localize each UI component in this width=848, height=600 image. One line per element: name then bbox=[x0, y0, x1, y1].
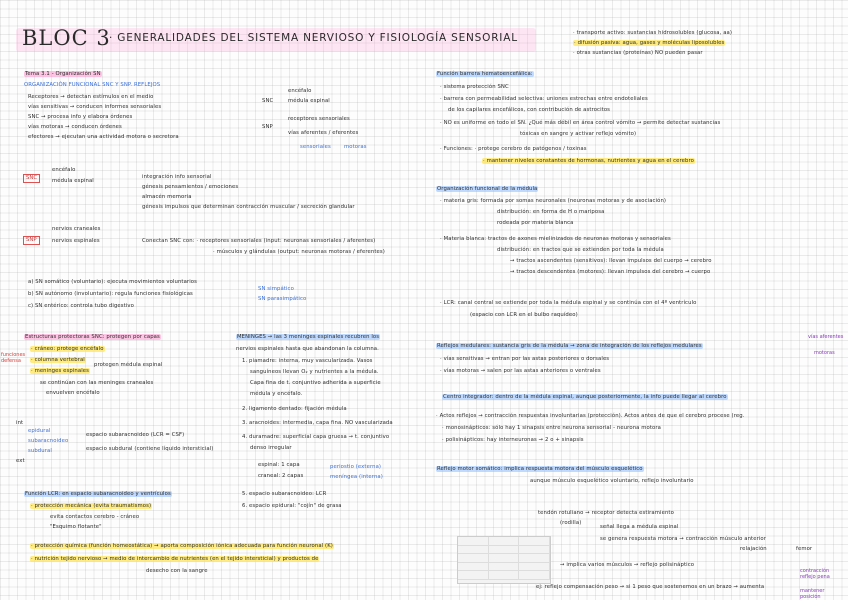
meninge-piamadre-b: sanguíneos llevan O₂ y nutrientes a la médula. bbox=[250, 369, 379, 375]
compensacion-peso: ej: reflejo compensación peso → si 1 peso que sostenemos en un brazo → aumenta bbox=[536, 584, 765, 590]
meninge-piamadre-d: médula y encéfalo. bbox=[250, 391, 303, 397]
barrera-3b: tóxicas en sangre y activar reflejo vómito) bbox=[520, 131, 637, 137]
senal-medula: señal llega a médula espinal bbox=[600, 524, 679, 530]
pasted-table-image bbox=[457, 536, 551, 584]
dura-periostio: periostio (externa) bbox=[330, 464, 382, 470]
top-right-line-2: · difusión pasiva: agua, gases y moléculas liposolubles bbox=[574, 40, 725, 46]
materia-gris-b: distribución: en forma de H o mariposa bbox=[497, 209, 605, 215]
reflejo-motor-2: aunque músculo esquelético voluntario, reflejo involuntario bbox=[530, 478, 694, 484]
sn-parasimpatico: SN parasimpático bbox=[258, 296, 307, 302]
respuesta-motora: se genera respuesta motora → contracción músculo anterior bbox=[600, 536, 767, 542]
tendon-rotuliano: tendón rotuliano → receptor detecta estiramiento bbox=[538, 510, 674, 516]
side-mantener: mantener posición bbox=[800, 588, 825, 600]
implica-varios: → implica varios músculos → reflejo polisináptico bbox=[560, 562, 695, 568]
lcr-canal: · LCR: canal central se extiende por toda la médula espinal y se continúa con el 4º ventrículo bbox=[440, 300, 697, 306]
est-meninges: · meninges espinales bbox=[31, 368, 89, 374]
left-line-5: efectores → ejecutan una actividad motora o secretora bbox=[28, 134, 179, 140]
femor: femor bbox=[796, 546, 813, 552]
espacio-subdural: espacio subdural (contiene líquido intersticial) bbox=[86, 446, 214, 452]
reflejos-title: Reflejos medulares: sustancia gris de la médula → zona de integración de los reflejos medulares bbox=[437, 343, 702, 349]
snc-item-4: génesis impulsos que determinan contracción muscular / secreción glandular bbox=[142, 204, 355, 210]
sn-enterico: c) SN entérico: controla tubo digestivo bbox=[28, 303, 134, 309]
materia-gris: · materia gris: formada por somas neuronales (neuronas motoras y de asociación) bbox=[440, 198, 667, 204]
est-continuan: se continúan con las meninges craneales bbox=[40, 380, 154, 386]
top-right-line-3: · otras sustancias (proteínas) NO pueden pasar bbox=[573, 50, 703, 56]
reflejo-motor-title: Reflejo motor somático: implica respuesta motora del músculo esquelético bbox=[437, 466, 643, 472]
lcr-evita: evita contactos cerebro - cráneo bbox=[50, 514, 140, 520]
page-subtitle: · GENERALIDADES DEL SISTEMA NERVIOSO Y FISIOLOGÍA SENSORIAL bbox=[109, 32, 518, 44]
top-right-line-1: · transporte activo: sustancias hidrosolubles (glucosa, aa) bbox=[573, 30, 733, 36]
snp-small-a: receptores sensoriales bbox=[288, 116, 350, 122]
meninges-line-2: nervios espinales hasta que abandonan la columna. bbox=[236, 346, 379, 352]
sn-somatico: a) SN somático (voluntario): ejecuta movimientos voluntarios bbox=[28, 279, 197, 285]
snc-small-b: médula espinal bbox=[288, 98, 330, 104]
est-envuelven: envuelven encéfalo bbox=[46, 390, 100, 396]
meninge-subdural: subdural bbox=[28, 448, 52, 454]
reflejos-1: · vías sensitivas → entran por las astas posteriores o dorsales bbox=[440, 356, 610, 362]
snp-nervios-espinales: nervios espinales bbox=[52, 238, 100, 244]
meninge-piamadre-c: Capa fina de t. conjuntivo adherida a superficie bbox=[250, 380, 381, 386]
snp-small-c: sensoriales bbox=[300, 144, 331, 150]
left-line-3: SNC → procesa info y elabora órdenes bbox=[28, 114, 133, 120]
est-protegen: protegen médula espinal bbox=[94, 362, 163, 368]
meninge-ligamento: 2. ligamento dentado: fijación médula bbox=[242, 406, 347, 412]
label-int: int bbox=[16, 420, 24, 426]
left-line-2: vías sensitivas → conducen informes sensoriales bbox=[28, 104, 162, 110]
polisinapticos: · polisinápticos: hay interneuronas → 2 o + sinapsis bbox=[442, 437, 584, 443]
lcr-title: Función LCR: en espacio subaracnoideo y ventrículos bbox=[25, 491, 171, 497]
lcr-proteccion-mecanica: · protección mecánica (evita traumatismos) bbox=[31, 503, 152, 509]
snc-medula: médula espinal bbox=[52, 178, 94, 184]
meninge-subaracnoideo: subaracnoideo bbox=[28, 438, 69, 444]
materia-blanca: · Materia blanca: tractos de axones mielinizados de neuronas motoras y sensoriales bbox=[440, 236, 671, 242]
snp-connect-2: · músculos y glándulas (output: neuronas motoras / eferentes) bbox=[213, 249, 385, 255]
estructuras-title: Estructuras protectoras SNC: protegen por capas bbox=[25, 334, 160, 340]
espacio-epidural: 6. espacio epidural: "cojín" de grasa bbox=[242, 503, 342, 509]
est-columna: · columna vertebral bbox=[31, 357, 85, 363]
materia-blanca-b: distribución: en tractos que se extienden por toda la médula bbox=[497, 247, 664, 253]
barrera-1: · sistema protección SNC bbox=[440, 84, 509, 90]
meninge-epidural: epidural bbox=[28, 428, 51, 434]
dura-craneal: craneal: 2 capas bbox=[258, 473, 304, 479]
barrera-4: · Funciones: · protege cerebro de patógenos / toxinas bbox=[440, 146, 587, 152]
actos-reflejos: · Actos reflejos → contracción respuestas involuntarias (protección). Actos antes de que el cerebro procese (reg. bbox=[436, 413, 745, 419]
barrera-4b: · mantener niveles constantes de hormonas, nutrientes y agua en el cerebro bbox=[483, 158, 695, 164]
snc-item-2: génesis pensamientos / emociones bbox=[142, 184, 239, 190]
snc-item-1: integración info sensorial bbox=[142, 174, 212, 180]
barrera-title: Función barrera hematoencefálica: bbox=[437, 71, 533, 77]
sn-autonomo: b) SN autónomo (involuntario): regula funciones fisiológicas bbox=[28, 291, 193, 297]
snc-item-3: almacén memoria bbox=[142, 194, 192, 200]
left-line-4: vías motoras → conducen órdenes bbox=[28, 124, 122, 130]
snp-small-label: SNP bbox=[262, 124, 273, 130]
org-title: ORGANIZACIÓN FUNCIONAL SNC Y SNP. REFLEJOS bbox=[24, 82, 161, 88]
barrera-3: · NO es uniforme en todo el SN. ¿Qué más débil en área control vómito → permite detectar sustancias bbox=[440, 120, 721, 126]
lcr-proteccion-quimica: · protección química (función homeostática) → aporta composición iónica adecuada para función neuronal (K) bbox=[31, 543, 333, 549]
side-note-defensa: funciones defensa bbox=[1, 352, 26, 364]
label-ext: ext bbox=[16, 458, 25, 464]
meninge-duramadre-b: denso irregular bbox=[250, 445, 292, 451]
tractos-ascendentes: → tractos ascendentes (sensitivos): llevan impulsos del cuerpo → cerebro bbox=[510, 258, 712, 264]
side-motoras: motoras bbox=[814, 350, 835, 356]
lcr-esquimo: "Esquimo flotante" bbox=[50, 524, 102, 530]
rodilla: (rodilla) bbox=[560, 520, 582, 526]
barrera-2b: de los capilares encefálicos, con contribución de astrocitos bbox=[448, 107, 611, 113]
espacio-subaracnoideo: espacio subaracnoideo (LCR = CSF) bbox=[86, 432, 185, 438]
sn-simpatico: SN simpático bbox=[258, 286, 294, 292]
monosinapticos: · monosinápticos: sólo hay 1 sinapsis entre neurona sensorial - neurona motora bbox=[442, 425, 662, 431]
meninge-duramadre: 4. duramadre: superficial capa gruesa → t. conjuntivo bbox=[242, 434, 390, 440]
snp-connect-1: Conectan SNC con: · receptores sensoriales (input: neuronas sensoriales / aferentes) bbox=[142, 238, 376, 244]
snp-box: SNP bbox=[23, 236, 40, 245]
centro-integrador: Centro integrador: dentro de la médula espinal, aunque posteriormente, la info puede llegar al cerebro bbox=[443, 394, 727, 400]
snp-small-d: motoras bbox=[344, 144, 367, 150]
dura-meningea: meníngea (interna) bbox=[330, 474, 383, 480]
org-medula-title: Organización funcional de la médula bbox=[437, 186, 538, 192]
tema-heading: Tema 3.1 - Organización SN bbox=[25, 71, 101, 77]
dura-espinal: espinal: 1 capa bbox=[258, 462, 300, 468]
snp-nervios-craneales: nervios craneales bbox=[52, 226, 101, 232]
tractos-descendentes: → tractos descendentes (motores): llevan impulsos del cerebro → cuerpo bbox=[510, 269, 711, 275]
reflejos-2: · vías motoras → salen por las astas anteriores o ventrales bbox=[440, 368, 601, 374]
espacio-subaracnoideo-lcr: 5. espacio subaracnoideo: LCR bbox=[242, 491, 327, 497]
side-vias-aferentes: vías aferentes bbox=[808, 334, 844, 340]
materia-gris-c: rodeada por materia blanca bbox=[497, 220, 574, 226]
page-title: BLOC 3 bbox=[22, 26, 111, 50]
snc-encefalo: encéfalo bbox=[52, 167, 76, 173]
left-line-1: Receptores → detectan estímulos en el medio bbox=[28, 94, 154, 100]
relajacion: relajación bbox=[740, 546, 767, 552]
est-craneo: · cráneo: protege encéfalo bbox=[31, 346, 104, 352]
lcr-canal-b: (espacio con LCR en el bulbo raquídeo) bbox=[470, 312, 578, 318]
meninge-piamadre: 1. piamadre: interna, muy vascularizada. Vasos bbox=[242, 358, 373, 364]
snc-small-a: encéfalo bbox=[288, 88, 312, 94]
snc-box: SNC bbox=[23, 174, 40, 183]
meninge-aracnoides: 3. aracnoides: intermedia, capa fina. NO vascularizada bbox=[242, 420, 393, 426]
barrera-2: · barrera con permeabilidad selectiva: uniones estrechas entre endoteliales bbox=[440, 96, 648, 102]
lcr-nutricion: · nutrición tejido nervioso → medio de intercambio de nutrientes (en el tejido intersticial) y productos de bbox=[31, 556, 319, 562]
side-contraccion: contracción reflejo pena bbox=[800, 568, 830, 580]
snp-small-b: vías aferentes / eferentes bbox=[288, 130, 359, 136]
lcr-desecho: desecho con la sangre bbox=[146, 568, 208, 574]
meninges-title: MENINGES → las 3 meninges espinales recubren los bbox=[237, 334, 380, 340]
snc-small-label: SNC bbox=[262, 98, 274, 104]
